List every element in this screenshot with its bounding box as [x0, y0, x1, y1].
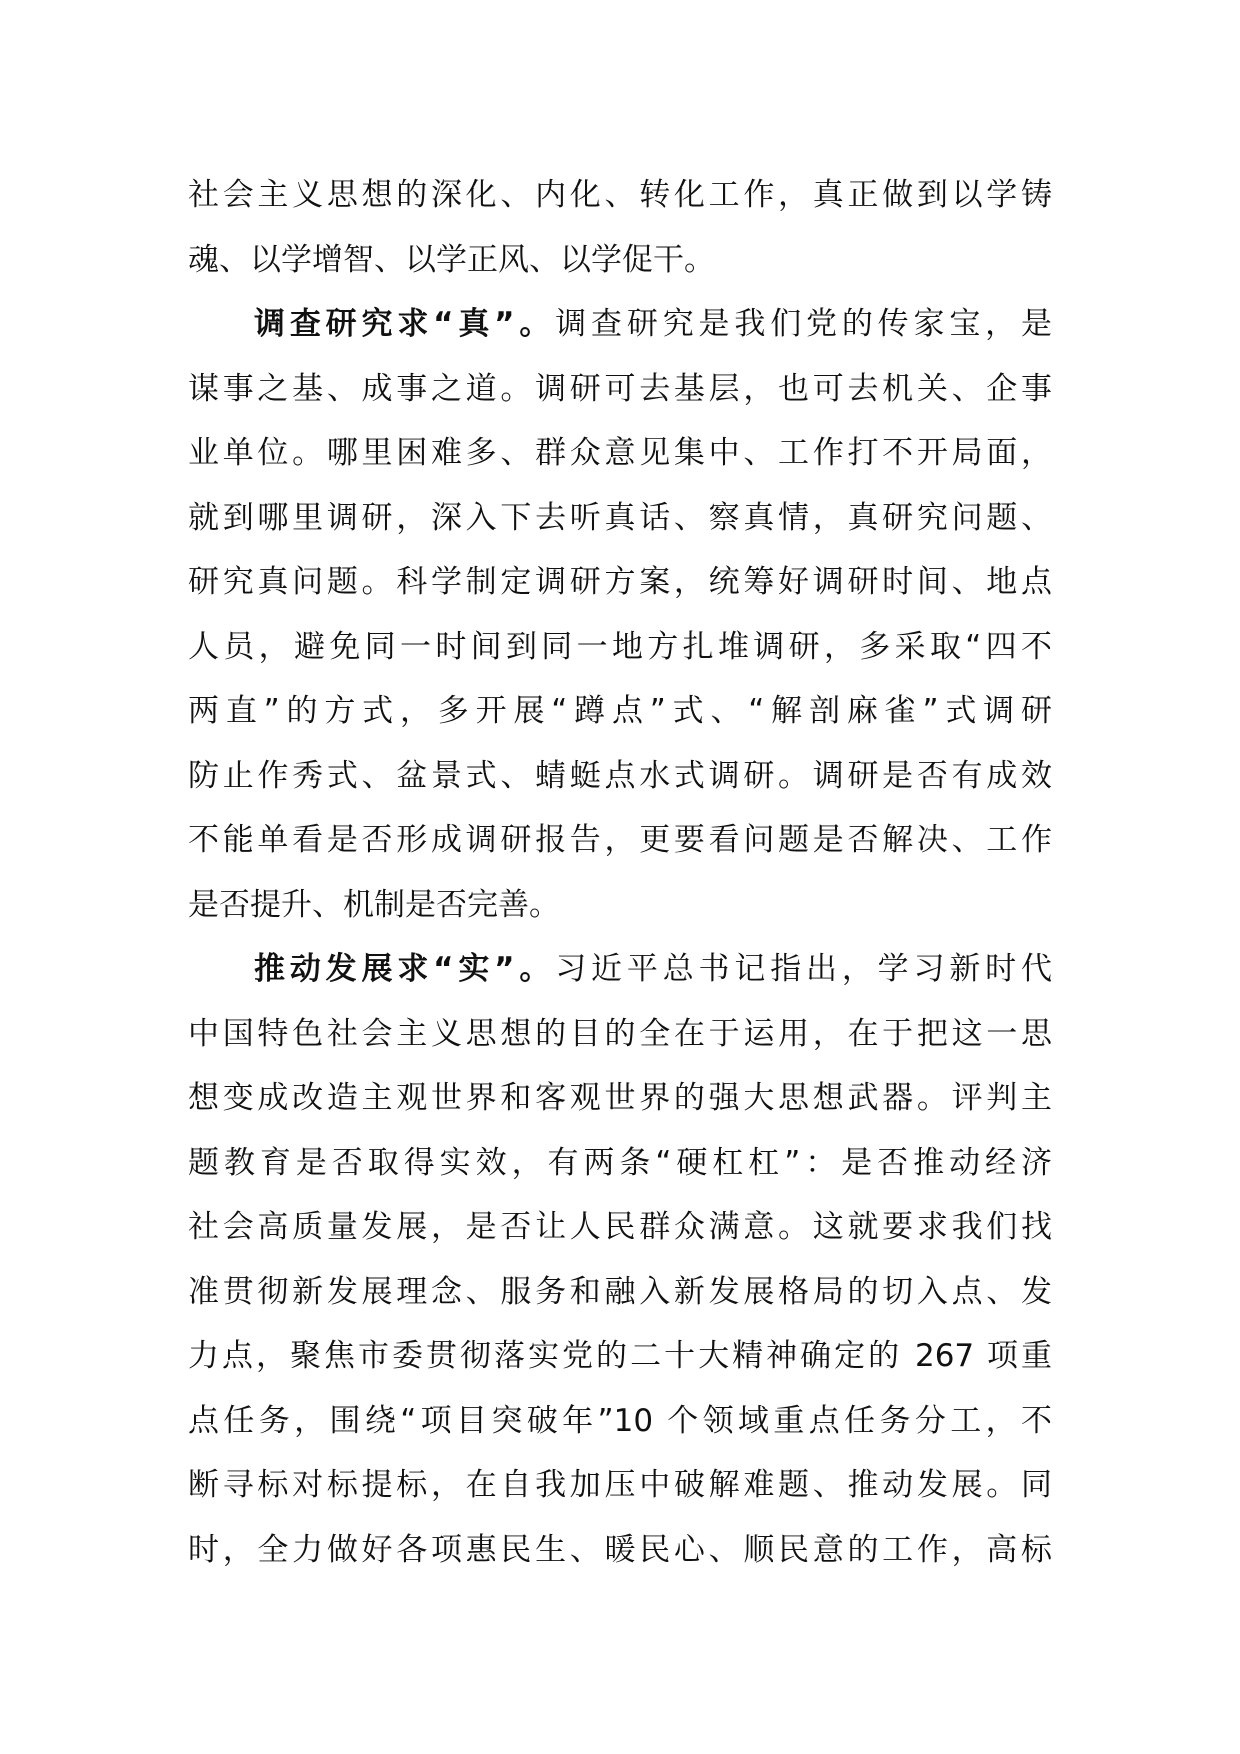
- paragraph-heading: 推动发展求“实”。: [254, 951, 556, 987]
- text-line: 业单位。哪里困难多、群众意见集中、工作打不开局面，: [188, 435, 1052, 471]
- paragraph-heading: 调查研究求“真”。: [254, 306, 556, 342]
- paragraph-development: [188, 937, 1052, 1582]
- text-line: 社会高质量发展，是否让人民群众满意。这就要求我们找: [188, 1209, 1052, 1245]
- text-run: 习近平总书记指出，学习新时代: [555, 951, 1052, 987]
- text-line: 中国特色社会主义思想的目的全在于运用，在于把这一思: [188, 1015, 1052, 1052]
- text-run: 调查研究是我们党的传家宝，是: [555, 306, 1052, 342]
- text-line: 社会主义思想的深化、内化、转化工作，真正做到以学铸: [188, 177, 1052, 213]
- text-line: [188, 292, 1052, 357]
- text-line: 点任务，围绕“项目突破年”10 个领域重点任务分工，不: [188, 1402, 1052, 1439]
- text-line: 断寻标对标提标，在自我加压中破解难题、推动发展。同: [188, 1467, 1052, 1503]
- document-page: [188, 163, 1052, 1582]
- text-line: 谋事之基、成事之道。调研可去基层，也可去机关、企事: [188, 370, 1052, 407]
- text-line: [188, 937, 1052, 1002]
- paragraph-research: [188, 292, 1052, 937]
- text-line: 准贯彻新发展理念、服务和融入新发展格局的切入点、发: [188, 1273, 1052, 1310]
- text-line: 时，全力做好各项惠民生、暖民心、顺民意的工作，高标: [188, 1531, 1052, 1568]
- text-line: 就到哪里调研，深入下去听真话、察真情，真研究问题、: [188, 499, 1052, 536]
- text-line: 力点，聚焦市委贯彻落实党的二十大精神确定的 267 项重: [188, 1338, 1052, 1374]
- text-line: 人员，避免同一时间到同一地方扎堆调研，多采取“四不: [188, 628, 1052, 665]
- paragraph-continuation: [188, 163, 1052, 292]
- text-line: 想变成改造主观世界和客观世界的强大思想武器。评判主: [188, 1080, 1052, 1116]
- text-line: 研究真问题。科学制定调研方案，统筹好调研时间、地点: [188, 564, 1052, 600]
- text-line: 防止作秀式、盆景式、蜻蜓点水式调研。调研是否有成效: [188, 757, 1052, 794]
- text-line: 是否提升、机制是否完善。: [188, 886, 560, 923]
- text-line: 不能单看是否形成调研报告，更要看问题是否解决、工作: [188, 822, 1052, 858]
- text-line: 两直”的方式，多开展“蹲点”式、“解剖麻雀”式调研: [188, 693, 1052, 729]
- text-line: 魂、以学增智、以学正风、以学促干。: [188, 241, 715, 278]
- text-line: 题教育是否取得实效，有两条“硬杠杠”：是否推动经济: [188, 1144, 1052, 1181]
